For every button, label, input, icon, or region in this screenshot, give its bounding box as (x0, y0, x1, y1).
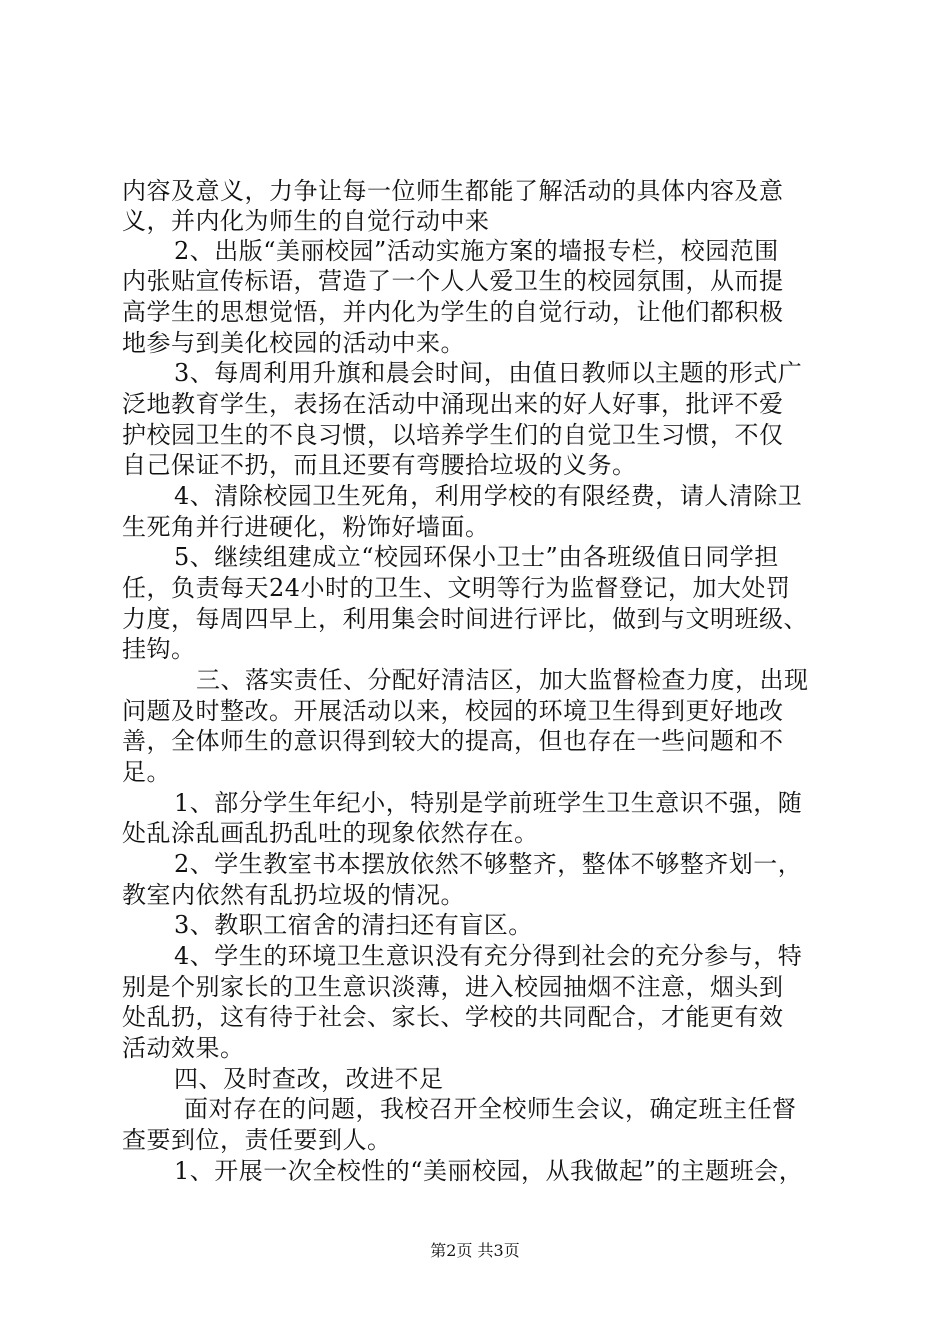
text-line: 善，全体师生的意识得到较大的提高，但也存在一些问题和不 (122, 727, 784, 755)
text-line: 泛地教育学生，表扬在活动中涌现出来的好人好事，批评不爱 (122, 390, 784, 418)
text-line: 教室内依然有乱扔垃圾的情况。 (122, 881, 465, 909)
text-line: 2、学生教室书本摆放依然不够整齐，整体不够整齐划一， (174, 850, 803, 878)
text-line: 4、清除校园卫生死角，利用学校的有限经费，请人清除卫 (174, 482, 803, 510)
text-line: 查要到位，责任要到人。 (122, 1126, 392, 1154)
text-line: 自己保证不扔，而且还要有弯腰拾垃圾的义务。 (122, 451, 637, 479)
text-line: 义，并内化为师生的自觉行动中来 (122, 207, 490, 235)
text-line: 任，负责每天24小时的卫生、文明等行为监督登记，加大处罚 (122, 574, 791, 602)
text-line: 问题及时整改。开展活动以来，校园的环境卫生得到更好地改 (122, 697, 784, 725)
text-line: 三、落实责任、分配好清洁区，加大监督检查力度，出现 (196, 666, 809, 694)
text-line: 挂钩。 (122, 635, 196, 663)
text-line: 活动效果。 (122, 1034, 245, 1062)
text-line: 3、每周利用升旗和晨会时间，由值日教师以主题的形式广 (174, 359, 803, 387)
text-line: 面对存在的问题，我校召开全校师生会议，确定班主任督 (184, 1095, 797, 1123)
text-line: 内张贴宣传标语，营造了一个人人爱卫生的校园氛围，从而提 (122, 267, 784, 295)
text-line: 3、教职工宿舍的清扫还有盲区。 (174, 911, 533, 939)
text-line: 处乱涂乱画乱扔乱吐的现象依然存在。 (122, 819, 539, 847)
text-line: 足。 (122, 758, 171, 786)
text-line: 别是个别家长的卫生意识淡薄，进入校园抽烟不注意，烟头到 (122, 973, 784, 1001)
text-line: 2、出版“美丽校园”活动实施方案的墙报专栏，校园范围 (174, 237, 779, 265)
text-line: 力度，每周四早上，利用集会时间进行评比，做到与文明班级、 (122, 605, 808, 633)
text-line: 1、部分学生年纪小，特别是学前班学生卫生意识不强，随 (174, 789, 803, 817)
text-line: 高学生的思想觉悟，并内化为学生的自觉行动，让他们都积极 (122, 298, 784, 326)
text-line: 4、学生的环境卫生意识没有充分得到社会的充分参与，特 (174, 942, 803, 970)
text-line: 地参与到美化校园的活动中来。 (122, 329, 465, 357)
text-line: 内容及意义，力争让每一位师生都能了解活动的具体内容及意 (122, 177, 784, 205)
text-line: 5、继续组建成立“校园环保小卫士”由各班级值日同学担 (174, 543, 779, 571)
text-line: 四、及时查改，改进不足 (174, 1065, 444, 1093)
text-line: 处乱扔，这有待于社会、家长、学校的共同配合，才能更有效 (122, 1003, 784, 1031)
text-line: 生死角并行进硬化，粉饰好墙面。 (122, 513, 490, 541)
text-line: 1、开展一次全校性的“美丽校园，从我做起”的主题班会， (174, 1157, 804, 1185)
text-line: 护校园卫生的不良习惯，以培养学生们的自觉卫生习惯，不仅 (122, 421, 784, 449)
page-number-footer: 第2页 共3页 (430, 1241, 520, 1260)
